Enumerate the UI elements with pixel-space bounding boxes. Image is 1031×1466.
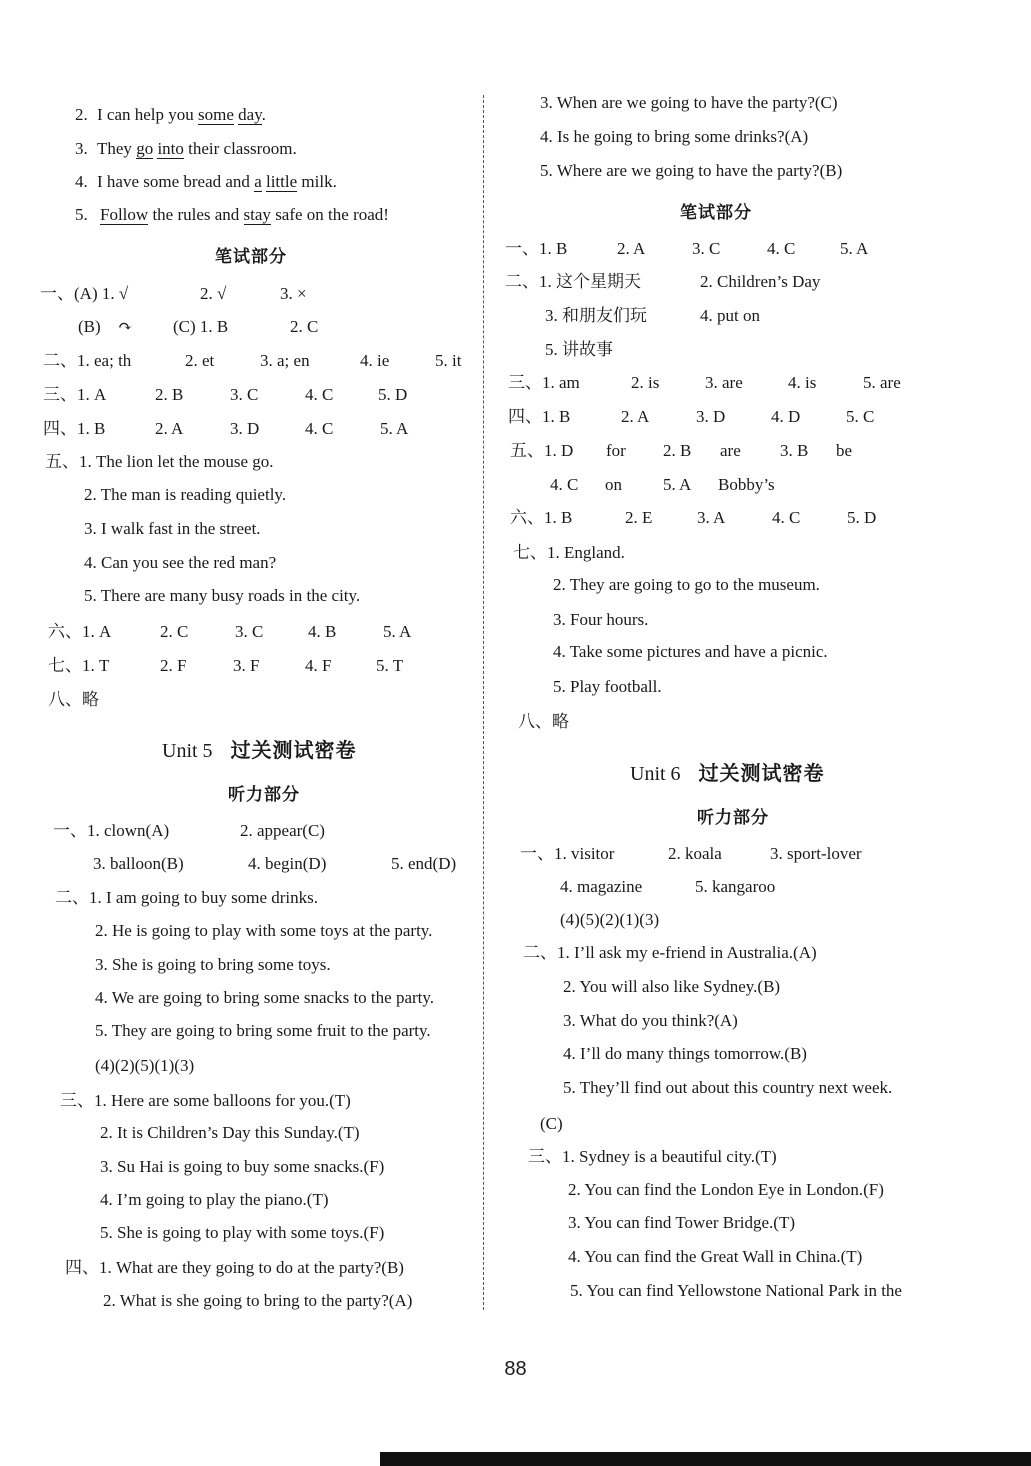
section-heading: 笔试部分 [680, 203, 752, 222]
section-heading: 笔试部分 [215, 247, 287, 266]
answer-line: 5. They’ll find out about this country next week. [563, 1078, 893, 1097]
answer-line: 4. Can you see the red man? [84, 553, 277, 572]
section-heading: 听力部分 [228, 785, 300, 804]
answer-line: 2. You will also like Sydney.(B) [563, 977, 781, 996]
answer-line: 2. They are going to go to the museum. [553, 575, 820, 594]
answer-line: 3. She is going to bring some toys. [95, 955, 331, 974]
answer-line: 4. I’m going to play the piano.(T) [100, 1190, 329, 1209]
answer-line: (4)(2)(5)(1)(3) [95, 1056, 195, 1075]
page-number: 88 [504, 1358, 527, 1380]
answer-line: 二、1. I am going to buy some drinks. [55, 888, 319, 907]
answer-line: 3. I walk fast in the street. [84, 519, 261, 538]
answer-line: 5. Where are we going to have the party?(B) [540, 161, 843, 180]
answer-line: 七、1. England. [513, 543, 625, 562]
answer-line: 5. You can find Yellowstone National Park in the [570, 1281, 902, 1300]
unit-heading: Unit 5 过关测试密卷 [162, 740, 357, 762]
answer-line: 5. She is going to play with some toys.(F) [100, 1223, 385, 1242]
answer-line: 5. There are many busy roads in the city. [84, 586, 361, 605]
curve-arrow-icon: ↷ [118, 317, 133, 336]
answer-line: 八、略 [48, 690, 99, 709]
answer-line: 4. I’ll do many things tomorrow.(B) [563, 1044, 807, 1063]
answer-line: 三、1. Sydney is a beautiful city.(T) [528, 1147, 777, 1166]
answer-line: (C) [540, 1114, 563, 1133]
answer-line: 二、1. I’ll ask my e-friend in Australia.(A) [523, 943, 817, 962]
answer-line: (4)(5)(2)(1)(3) [560, 910, 660, 929]
answer-line: 3. Four hours. [553, 610, 649, 629]
answer-line: 五、1. The lion let the mouse go. [45, 452, 274, 471]
section-heading: 听力部分 [697, 808, 769, 827]
answer-line: 4. Take some pictures and have a picnic. [553, 642, 828, 661]
unit-heading: Unit 6 过关测试密卷 [630, 763, 825, 785]
answer-line: 4. You can find the Great Wall in China.(T) [568, 1247, 863, 1266]
answer-line: 2. It is Children’s Day this Sunday.(T) [100, 1123, 360, 1142]
answer-line: 3. What do you think?(A) [563, 1011, 738, 1030]
answer-line: 四、1. What are they going to do at the party?(B) [65, 1258, 404, 1277]
answer-line: 2. What is she going to bring to the party?(A) [103, 1291, 413, 1310]
answer-line: 5. 讲故事 [545, 340, 613, 359]
scan-edge-bar [380, 1452, 1031, 1466]
answer-line: 4. Is he going to bring some drinks?(A) [540, 127, 809, 146]
answer-line: 2. He is going to play with some toys at the party. [95, 921, 433, 940]
answer-line: 3. Su Hai is going to buy some snacks.(F) [100, 1157, 385, 1176]
answer-line: 4. We are going to bring some snacks to the party. [95, 988, 435, 1007]
answer-line: 八、略 [518, 712, 569, 731]
column-divider [483, 95, 484, 1310]
answer-line: 5. They are going to bring some fruit to the party. [95, 1021, 431, 1040]
answer-line: 2. You can find the London Eye in London.(F) [568, 1180, 884, 1199]
answer-line: 3. When are we going to have the party?(C) [540, 93, 838, 112]
answer-line: 3. You can find Tower Bridge.(T) [568, 1213, 796, 1232]
answer-line: 2. The man is reading quietly. [84, 485, 287, 504]
answer-line: 5. Play football. [553, 677, 662, 696]
answer-line: 三、1. Here are some balloons for you.(T) [60, 1091, 351, 1110]
